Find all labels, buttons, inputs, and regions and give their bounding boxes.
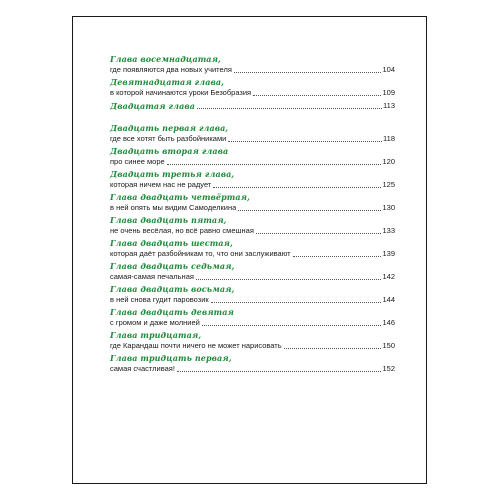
toc-entry	[110, 261, 395, 284]
page-number: 146	[382, 318, 395, 327]
chapter-heading: Двадцать третья глава,	[110, 169, 235, 179]
chapter-heading: Глава восемнадцатая,	[110, 54, 221, 64]
chapter-subtitle: где Карандаш почти ничего не может нарисовать	[110, 341, 282, 350]
page-number: 130	[382, 203, 395, 212]
toc-entry	[110, 330, 395, 353]
chapter-subtitle: про синее море	[110, 157, 165, 166]
chapter-subtitle: в которой начинаются уроки Безобразия	[110, 88, 252, 97]
page-number: 139	[382, 249, 395, 258]
toc-line	[110, 340, 395, 351]
page-number: 152	[382, 364, 395, 373]
toc-entry	[110, 54, 395, 77]
page-number: 104	[382, 65, 395, 74]
chapter-subtitle: которая ничем нас не радует	[110, 180, 212, 189]
chapter-heading: Глава двадцать четвёртая,	[110, 192, 250, 202]
chapter-heading: Двадцать первая глава,	[110, 123, 229, 133]
page-number: 120	[382, 157, 395, 166]
chapter-subtitle: где все хотят быть разбойниками	[110, 134, 227, 143]
chapter-subtitle: с громом и даже молнией	[110, 318, 200, 327]
toc-entry	[110, 192, 395, 215]
page-number: 133	[382, 226, 395, 235]
chapter-heading: Глава двадцать восьмая,	[110, 284, 235, 294]
chapter-heading: Девятнадцатая глава,	[110, 77, 225, 87]
dot-leader	[202, 325, 382, 326]
toc-line	[110, 64, 395, 75]
chapter-heading: Двадцатая глава	[110, 101, 195, 111]
toc-line	[110, 100, 395, 111]
toc-line	[110, 225, 395, 236]
page-number: 142	[382, 272, 395, 281]
dot-leader	[234, 72, 382, 73]
dot-leader	[213, 187, 381, 188]
toc-line	[110, 156, 395, 167]
chapter-heading: Глава тридцать первая,	[110, 353, 232, 363]
chapter-heading: Глава двадцать девятая	[110, 307, 234, 317]
toc-line	[110, 294, 395, 305]
chapter-subtitle: где появляются два новых учителя	[110, 65, 232, 74]
page-number: 109	[382, 88, 395, 97]
page-number: 150	[382, 341, 395, 350]
chapter-heading: Глава тридцатая,	[110, 330, 202, 340]
chapter-subtitle: самая-самая печальная	[110, 272, 194, 281]
toc-entry	[110, 284, 395, 307]
toc-line	[110, 202, 395, 213]
chapter-subtitle: самая счастливая!	[110, 364, 175, 373]
toc-entry	[110, 77, 395, 100]
chapter-heading: Двадцать вторая глава	[110, 146, 229, 156]
chapter-heading: Глава двадцать седьмая,	[110, 261, 235, 271]
dot-leader	[238, 210, 381, 211]
chapter-heading: Глава двадцать пятая,	[110, 215, 227, 225]
dot-leader	[284, 348, 382, 349]
dot-leader	[256, 233, 382, 234]
toc-line	[110, 317, 395, 328]
dot-leader	[293, 256, 382, 257]
chapter-subtitle: в ней опять мы видим Самоделкина	[110, 203, 237, 212]
toc-line	[110, 87, 395, 98]
toc-line	[110, 179, 395, 190]
toc-line	[110, 248, 395, 259]
chapter-heading: Глава двадцать шестая,	[110, 238, 233, 248]
toc-entry	[110, 123, 395, 146]
page-number: 144	[382, 295, 395, 304]
dot-leader	[177, 371, 382, 372]
page-number: 118	[383, 134, 395, 143]
dot-leader	[253, 95, 381, 96]
table-of-contents	[110, 54, 395, 376]
chapter-subtitle: не очень весёлая, но всё равно смешная	[110, 226, 254, 235]
dot-leader	[211, 302, 382, 303]
toc-entry	[110, 307, 395, 330]
book-page	[72, 16, 427, 484]
toc-entry	[110, 100, 395, 123]
toc-entry	[110, 169, 395, 192]
toc-line	[110, 133, 395, 144]
toc-entry	[110, 238, 395, 261]
page-number: 125	[382, 180, 395, 189]
dot-leader	[196, 279, 382, 280]
dot-leader	[197, 108, 382, 109]
toc-line	[110, 363, 395, 374]
dot-leader	[228, 141, 382, 142]
chapter-subtitle: в ней снова гудит паровозик	[110, 295, 209, 304]
toc-entry	[110, 353, 395, 376]
page-number: 113	[383, 101, 395, 110]
toc-entry	[110, 146, 395, 169]
dot-leader	[167, 164, 382, 165]
toc-entry	[110, 215, 395, 238]
toc-line	[110, 271, 395, 282]
chapter-subtitle: которая даёт разбойникам то, что они заслуживают	[110, 249, 291, 258]
